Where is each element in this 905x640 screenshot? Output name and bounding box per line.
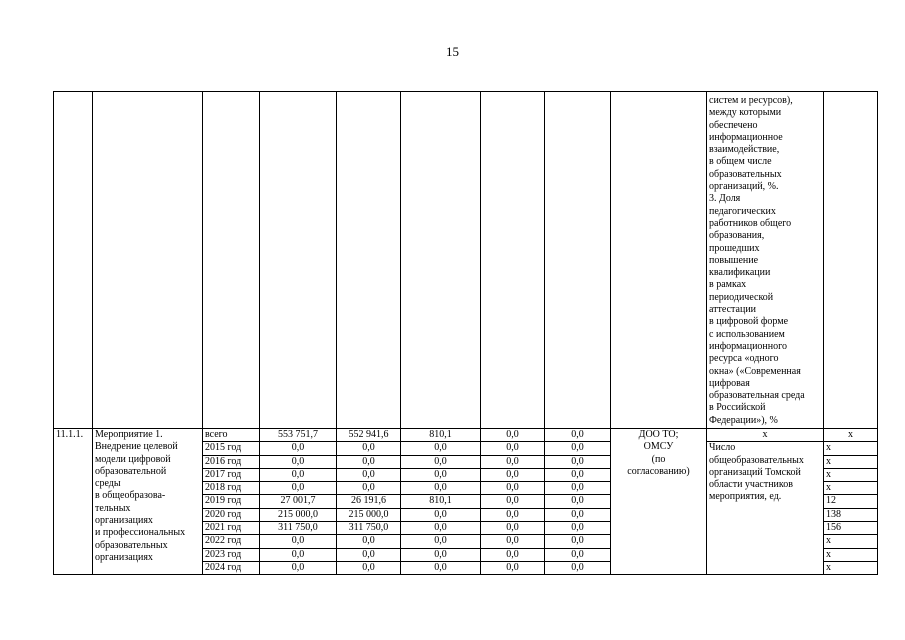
executor-line: ДОО ТО; xyxy=(638,429,679,440)
value-cell: x xyxy=(824,535,878,548)
indicator-total-cell: x xyxy=(707,429,824,442)
other-cell: 0,0 xyxy=(545,561,611,574)
cont-federal-cell xyxy=(337,92,401,429)
federal-cell: 0,0 xyxy=(337,535,401,548)
other-cell: 0,0 xyxy=(545,508,611,521)
indicator-text-line: работников общего xyxy=(709,217,792,229)
total-cell: 0,0 xyxy=(260,561,337,574)
continued-row xyxy=(54,92,878,429)
indicator-text-line: обеспечено xyxy=(709,119,758,131)
other-cell: 0,0 xyxy=(545,455,611,468)
executor-line: согласованию) xyxy=(627,465,690,477)
indicator-text-line: квалификации xyxy=(709,267,771,279)
federal-cell: 0,0 xyxy=(337,482,401,495)
indicator-text-line: образовательная среда xyxy=(709,390,805,402)
total-cell: 553 751,7 xyxy=(260,429,337,442)
measure-code: 11.1.1. xyxy=(54,429,93,575)
regional-cell: 0,0 xyxy=(401,508,481,521)
local-cell: 0,0 xyxy=(481,561,545,574)
indicator-line: общеобразовательных xyxy=(709,454,804,466)
local-cell: 0,0 xyxy=(481,508,545,521)
indicator-text-line: информационного xyxy=(709,340,787,352)
measure-title-line: в общеобразова- xyxy=(95,490,166,502)
local-cell: 0,0 xyxy=(481,442,545,455)
total-cell: 0,0 xyxy=(260,548,337,561)
local-cell: 0,0 xyxy=(481,468,545,481)
measure-title-line: образовательной xyxy=(95,465,167,477)
other-cell: 0,0 xyxy=(545,468,611,481)
indicator-text-line: ресурса «одного xyxy=(709,353,779,365)
federal-cell: 0,0 xyxy=(337,468,401,481)
program-table xyxy=(53,91,878,575)
other-cell: 0,0 xyxy=(545,495,611,508)
federal-cell: 0,0 xyxy=(337,455,401,468)
local-cell: 0,0 xyxy=(481,535,545,548)
total-cell: 0,0 xyxy=(260,535,337,548)
other-cell: 0,0 xyxy=(545,548,611,561)
total-cell: 0,0 xyxy=(260,455,337,468)
measure-title-line: Мероприятие 1. xyxy=(95,429,163,440)
page-number: 15 xyxy=(446,44,459,59)
indicator-line: Число xyxy=(709,442,736,454)
federal-cell: 552 941,6 xyxy=(337,429,401,442)
measure-title xyxy=(93,429,203,575)
value-cell: x xyxy=(824,548,878,561)
regional-cell: 0,0 xyxy=(401,468,481,481)
federal-cell: 311 750,0 xyxy=(337,522,401,535)
value-cell: x xyxy=(824,442,878,455)
federal-cell: 0,0 xyxy=(337,548,401,561)
indicator-text-line: в Российской xyxy=(709,402,766,414)
indicator-text-line: информационное xyxy=(709,131,783,143)
indicator-text-line: с использованием xyxy=(709,328,785,340)
indicator-text-line: в общем числе xyxy=(709,156,772,168)
indicator-text-line: 3. Доля xyxy=(709,193,741,205)
indicator-text-line: систем и ресурсов), xyxy=(709,95,793,106)
indicator-text-line: в цифровой форме xyxy=(709,316,789,328)
other-cell: 0,0 xyxy=(545,442,611,455)
executor-line: (по xyxy=(651,453,666,465)
value-cell: x xyxy=(824,468,878,481)
indicator-text-line: образовательных xyxy=(709,168,782,180)
period-cell: 2017 год xyxy=(203,468,260,481)
period-cell: 2022 год xyxy=(203,535,260,548)
cont-other-cell xyxy=(545,92,611,429)
indicator-text-line: между которыми xyxy=(709,107,782,119)
value-cell: x xyxy=(824,455,878,468)
table-row xyxy=(54,429,878,442)
other-cell: 0,0 xyxy=(545,535,611,548)
period-cell: 2021 год xyxy=(203,522,260,535)
measure-title-line: организациях xyxy=(95,515,153,527)
other-cell: 0,0 xyxy=(545,482,611,495)
cont-code-cell xyxy=(54,92,93,429)
cont-title-cell xyxy=(93,92,203,429)
indicator-text-line: педагогических xyxy=(709,205,776,217)
measure-title-line: организациях xyxy=(95,551,153,563)
period-cell: 2018 год xyxy=(203,482,260,495)
period-cell: 2019 год xyxy=(203,495,260,508)
period-cell: 2023 год xyxy=(203,548,260,561)
local-cell: 0,0 xyxy=(481,429,545,442)
cont-regional-cell xyxy=(401,92,481,429)
total-cell: 27 001,7 xyxy=(260,495,337,508)
total-cell: 215 000,0 xyxy=(260,508,337,521)
indicator-cell xyxy=(707,442,824,575)
regional-cell: 0,0 xyxy=(401,442,481,455)
measure-title-line: модели цифровой xyxy=(95,453,171,465)
indicator-text-line: периодической xyxy=(709,291,774,303)
total-cell: 0,0 xyxy=(260,482,337,495)
total-cell: 0,0 xyxy=(260,442,337,455)
other-cell: 0,0 xyxy=(545,522,611,535)
measure-title-line: и профессиональных xyxy=(95,527,186,539)
local-cell: 0,0 xyxy=(481,455,545,468)
cont-local-cell xyxy=(481,92,545,429)
period-cell: 2024 год xyxy=(203,561,260,574)
total-cell: 0,0 xyxy=(260,468,337,481)
continued-indicator-cell xyxy=(707,92,824,429)
indicator-text-line: организаций, %. xyxy=(709,181,779,193)
executor-cell xyxy=(611,429,707,575)
indicator-line: области участников xyxy=(709,479,793,491)
local-cell: 0,0 xyxy=(481,548,545,561)
cont-executor-cell xyxy=(611,92,707,429)
regional-cell: 0,0 xyxy=(401,482,481,495)
local-cell: 0,0 xyxy=(481,522,545,535)
cont-period-cell xyxy=(203,92,260,429)
regional-cell: 0,0 xyxy=(401,522,481,535)
cont-value-cell xyxy=(824,92,878,429)
local-cell: 0,0 xyxy=(481,482,545,495)
cont-total-cell xyxy=(260,92,337,429)
federal-cell: 0,0 xyxy=(337,561,401,574)
regional-cell: 810,1 xyxy=(401,495,481,508)
other-cell: 0,0 xyxy=(545,429,611,442)
indicator-line: мероприятия, ед. xyxy=(709,491,782,503)
regional-cell: 0,0 xyxy=(401,561,481,574)
federal-cell: 215 000,0 xyxy=(337,508,401,521)
regional-cell: 0,0 xyxy=(401,455,481,468)
regional-cell: 0,0 xyxy=(401,535,481,548)
value-cell: 138 xyxy=(824,508,878,521)
regional-cell: 0,0 xyxy=(401,548,481,561)
local-cell: 0,0 xyxy=(481,495,545,508)
regional-cell: 810,1 xyxy=(401,429,481,442)
measure-title-line: среды xyxy=(95,478,121,490)
period-cell: 2015 год xyxy=(203,442,260,455)
value-cell: x xyxy=(824,429,878,442)
indicator-text-line: Федерации»), % xyxy=(709,414,778,426)
measure-title-line: образовательных xyxy=(95,539,168,551)
indicator-line: организаций Томской xyxy=(709,466,801,478)
indicator-text-line: окна» («Современная xyxy=(709,365,801,377)
indicator-text-line: образования, xyxy=(709,230,765,242)
indicator-text-line: аттестации xyxy=(709,304,757,316)
period-cell: 2016 год xyxy=(203,455,260,468)
value-cell: 12 xyxy=(824,495,878,508)
period-cell: всего xyxy=(203,429,260,442)
value-cell: 156 xyxy=(824,522,878,535)
indicator-text-line: взаимодействие, xyxy=(709,144,780,156)
federal-cell: 0,0 xyxy=(337,442,401,455)
indicator-text-line: прошедших xyxy=(709,242,760,254)
indicator-text-line: повышение xyxy=(709,254,759,266)
value-cell: x xyxy=(824,561,878,574)
indicator-text-line: цифровая xyxy=(709,377,750,389)
period-cell: 2020 год xyxy=(203,508,260,521)
value-cell: x xyxy=(824,482,878,495)
measure-title-line: Внедрение целевой xyxy=(95,441,178,453)
measure-title-line: тельных xyxy=(95,502,131,514)
executor-line: ОМСУ xyxy=(643,441,674,453)
total-cell: 311 750,0 xyxy=(260,522,337,535)
indicator-text-line: в рамках xyxy=(709,279,747,291)
federal-cell: 26 191,6 xyxy=(337,495,401,508)
